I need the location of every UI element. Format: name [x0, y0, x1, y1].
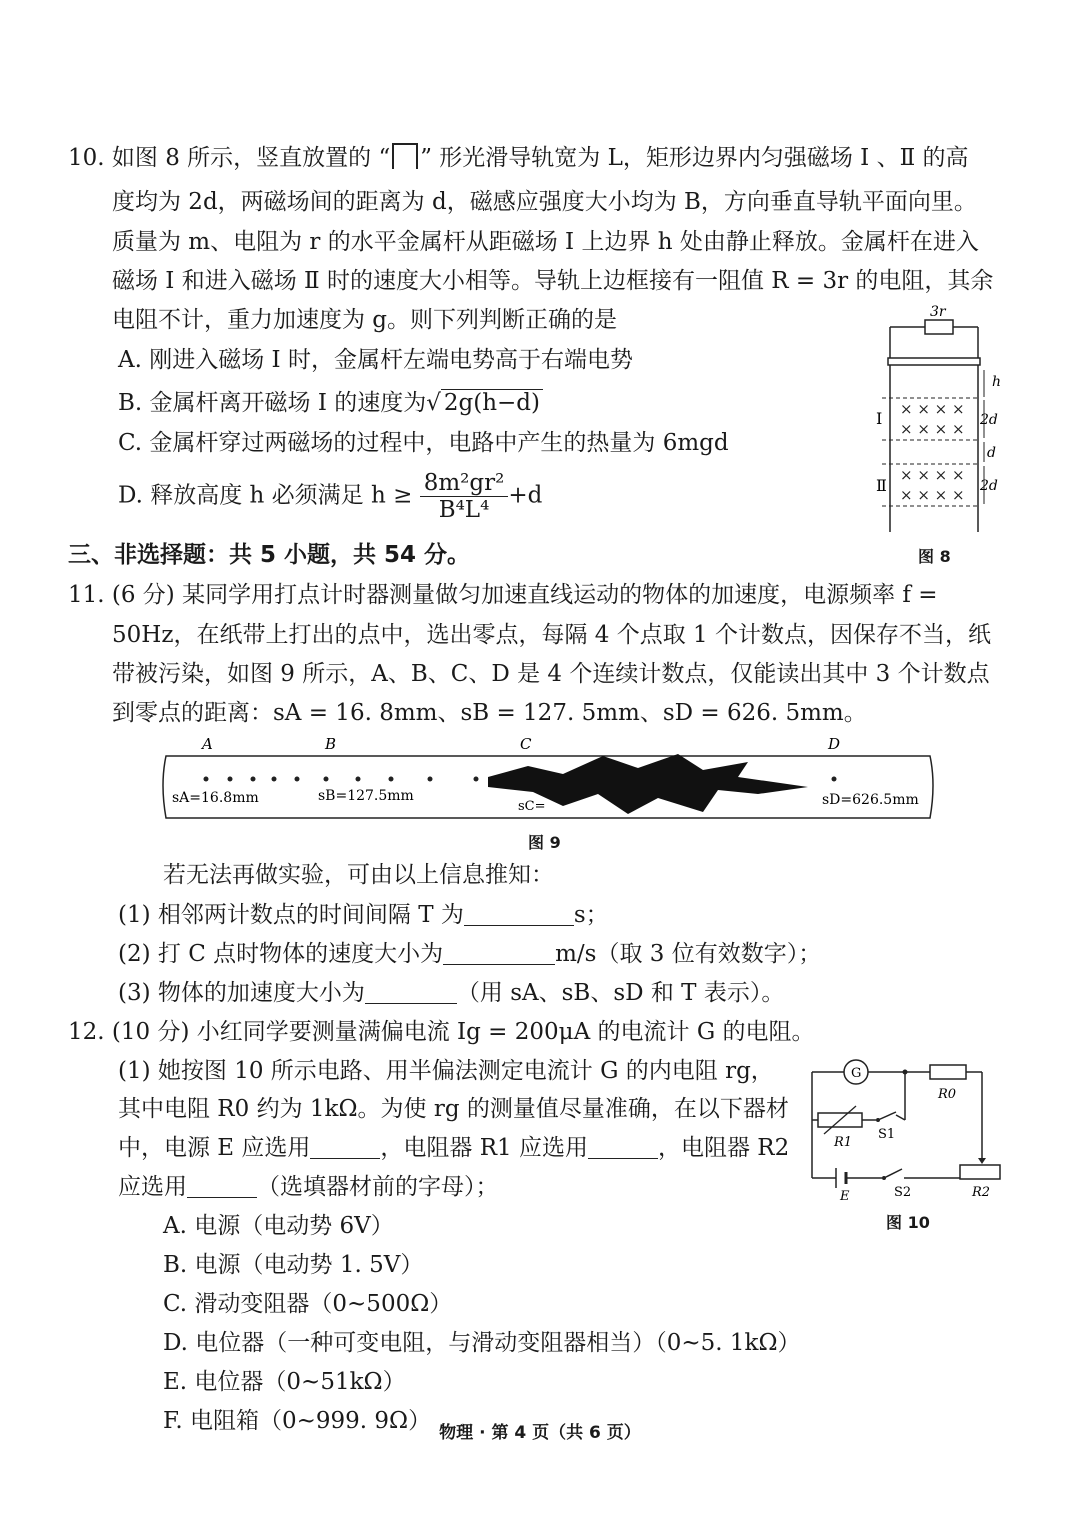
q11-number: 11. — [68, 582, 105, 608]
q11-text-1: (6 分) 某同学用打点计时器测量做匀加速直线运动的物体的加速度，电源频率 f = — [111, 582, 938, 608]
q12-text-4c: ，电阻器 R2 — [658, 1135, 790, 1161]
q10-option-d-text: D. 释放高度 h 必须满足 h ≥ — [118, 482, 413, 509]
point-a-label: A — [202, 735, 213, 753]
resistor-label: 3r — [930, 304, 946, 320]
sd-label: sD=626.5mm — [822, 792, 919, 808]
q12-number: 12. — [68, 1019, 105, 1045]
q10-option-b-text: B. 金属杆离开磁场 Ⅰ 的速度为 — [118, 390, 427, 416]
field-1-crosses — [900, 400, 965, 438]
q12-line5 — [118, 1172, 499, 1202]
switch-s1-icon — [878, 1112, 896, 1120]
q10-text-1a: 如图 8 所示，竖直放置的 “ — [111, 145, 391, 171]
fraction-denominator: B⁴L⁴ — [438, 497, 490, 523]
field-crosses-row: × × × × — [900, 466, 965, 484]
q11-line4: 到零点的距离：sA = 16. 8mm、sB = 127. 5mm、sD = 626. 5mm。 — [112, 700, 867, 726]
figure-8-caption: 图 8 — [918, 547, 951, 566]
q10-option-d-fraction — [420, 470, 509, 523]
resistor-3r — [925, 320, 953, 334]
q10-line5: 电阻不计，重力加速度为 g。则下列判断正确的是 — [112, 307, 618, 333]
q12-line3: 其中电阻 R0 约为 1kΩ。为使 rg 的测量值尽量准确，在以下器材 — [118, 1096, 789, 1122]
q10-line3: 质量为 m、电阻为 r 的水平金属杆从距磁场 Ⅰ 上边界 h 处由静止释放。金属杆在进入 — [112, 229, 979, 255]
e-label: E — [840, 1189, 850, 1200]
height-2d-label-1: 2d — [980, 412, 998, 428]
q11-line3: 带被污染，如图 9 所示，A、B、C、D 是 4 个连续计数点，仅能读出其中 3 个计数点 — [112, 661, 990, 687]
q12-text-4b: ，电阻器 R1 应选用 — [380, 1135, 588, 1161]
q12-option-d: D. 电位器（一种可变电阻，与滑动变阻器相当）（0~5. 1kΩ） — [163, 1330, 801, 1356]
q11-part-1-text: (1) 相邻两计数点的时间间隔 T 为 — [118, 902, 464, 928]
q10-line1 — [68, 143, 969, 173]
q11-part-3 — [118, 978, 784, 1008]
figure-9-caption: 图 9 — [528, 833, 561, 852]
top-frame — [888, 358, 980, 365]
q10-option-b — [118, 388, 543, 418]
q11-part-3-note: （用 sA、sB、sD 和 T 表示）。 — [456, 980, 785, 1006]
q11-part-1-unit: s； — [573, 902, 609, 928]
q12-option-b: B. 电源（电动势 1. 5V） — [163, 1252, 424, 1278]
q10-option-a: A. 刚进入磁场 Ⅰ 时，金属杆左端电势高于右端电势 — [118, 347, 633, 373]
point-d-label: D — [828, 735, 841, 753]
q12-text-5b: （选填器材前的字母）； — [257, 1174, 499, 1200]
figure-10-circuit — [800, 1050, 1010, 1200]
q11-part-2 — [118, 939, 821, 969]
q12-option-c: C. 滑动变阻器（0~500Ω） — [163, 1291, 453, 1317]
q12-text-4a: 中，电源 E 应选用 — [118, 1135, 311, 1161]
fraction-numerator: 8m²gr² — [420, 470, 509, 497]
answer-blank-e[interactable] — [310, 1136, 380, 1159]
figure-8-diagram — [860, 300, 1020, 535]
point-c-label: C — [520, 735, 532, 753]
q12-line2: (1) 她按图 10 所示电路、用半偏法测定电流计 G 的内电阻 rg， — [118, 1058, 774, 1084]
field-crosses-row: × × × × — [900, 420, 965, 438]
q10-option-d — [118, 470, 542, 523]
answer-blank-r1[interactable] — [588, 1136, 658, 1159]
resistor-r0 — [930, 1065, 966, 1079]
height-2d-label-2: 2d — [980, 478, 998, 494]
q11-line2: 50Hz，在纸带上打出的点中，选出零点，每隔 4 个点取 1 个计数点，因保存不当，纸 — [112, 622, 991, 648]
q10-text-1b: ” 形光滑导轨宽为 L，矩形边界内匀强磁场 Ⅰ 、Ⅱ 的高 — [420, 145, 969, 171]
q11-part-3-text: (3) 物体的加速度大小为 — [118, 980, 365, 1006]
section-3-heading: 三、非选择题：共 5 小题，共 54 分。 — [68, 542, 471, 568]
sc-label: sC= — [518, 799, 546, 814]
s1-label: S1 — [878, 1127, 896, 1142]
field-2-label: Ⅱ — [876, 476, 887, 495]
q10-line4: 磁场 Ⅰ 和进入磁场 Ⅱ 时的速度大小相等。导轨上边框接有一阻值 R = 3r 的电阻，其余 — [112, 268, 994, 294]
q12-option-f: F. 电阻箱（0~999. 9Ω） — [163, 1408, 432, 1434]
answer-blank-2[interactable] — [443, 942, 555, 965]
r2-label: R2 — [972, 1185, 991, 1200]
rail-symbol-icon — [392, 143, 418, 169]
q10-option-c: C. 金属杆穿过两磁场的过程中，电路中产生的热量为 6mgd — [118, 430, 729, 456]
sqrt-sign-icon: √ — [426, 390, 441, 416]
resistor-r2 — [960, 1165, 1000, 1179]
q11-part-2-text: (2) 打 C 点时物体的速度大小为 — [118, 941, 444, 967]
q12-text-5a: 应选用 — [118, 1174, 187, 1200]
q11-intro: 若无法再做实验，可由以上信息推知： — [163, 862, 554, 888]
q11-part-2-unit: m/s（取 3 位有效数字）； — [555, 941, 822, 967]
galvanometer-label: G — [851, 1066, 862, 1081]
q10-option-d-tail: +d — [508, 482, 543, 509]
q12-line1 — [68, 1017, 815, 1047]
gap-d-label: d — [987, 445, 996, 461]
field-1-label: Ⅰ — [876, 409, 883, 428]
figure-10-caption: 图 10 — [886, 1213, 930, 1232]
q11-part-1 — [118, 900, 609, 930]
page-footer: 物理 · 第 4 页（共 6 页） — [439, 1423, 641, 1443]
answer-blank-3[interactable] — [365, 981, 457, 1004]
sa-label: sA=16.8mm — [172, 790, 259, 806]
answer-blank-1[interactable] — [464, 903, 574, 926]
answer-blank-r2[interactable] — [187, 1175, 257, 1198]
s2-label: S2 — [894, 1185, 912, 1200]
figure-9-tape — [158, 732, 938, 824]
point-b-label: B — [325, 735, 337, 753]
r1-label: R1 — [834, 1135, 853, 1150]
field-crosses-row: × × × × — [900, 486, 965, 504]
switch-s2-icon — [884, 1169, 902, 1178]
q12-option-a: A. 电源（电动势 6V） — [163, 1213, 394, 1239]
q10-line2: 度均为 2d，两磁场间的距离为 d，磁感应强度大小均为 B，方向垂直导轨平面向里。 — [112, 189, 977, 215]
h-label: h — [992, 374, 1002, 390]
field-2-crosses — [900, 466, 965, 504]
sb-label: sB=127.5mm — [318, 788, 414, 804]
r0-label: R0 — [938, 1087, 957, 1102]
q12-text-1: (10 分) 小红同学要测量满偏电流 Ig = 200μA 的电流计 G 的电阻。 — [111, 1019, 815, 1045]
q10-option-b-sqrt: 2g(h−d) — [441, 389, 543, 416]
q12-option-e: E. 电位器（0~51kΩ） — [163, 1369, 406, 1395]
q10-number: 10. — [68, 145, 105, 171]
field-crosses-row: × × × × — [900, 400, 965, 418]
q11-line1 — [68, 580, 938, 610]
q12-line4 — [118, 1133, 789, 1163]
